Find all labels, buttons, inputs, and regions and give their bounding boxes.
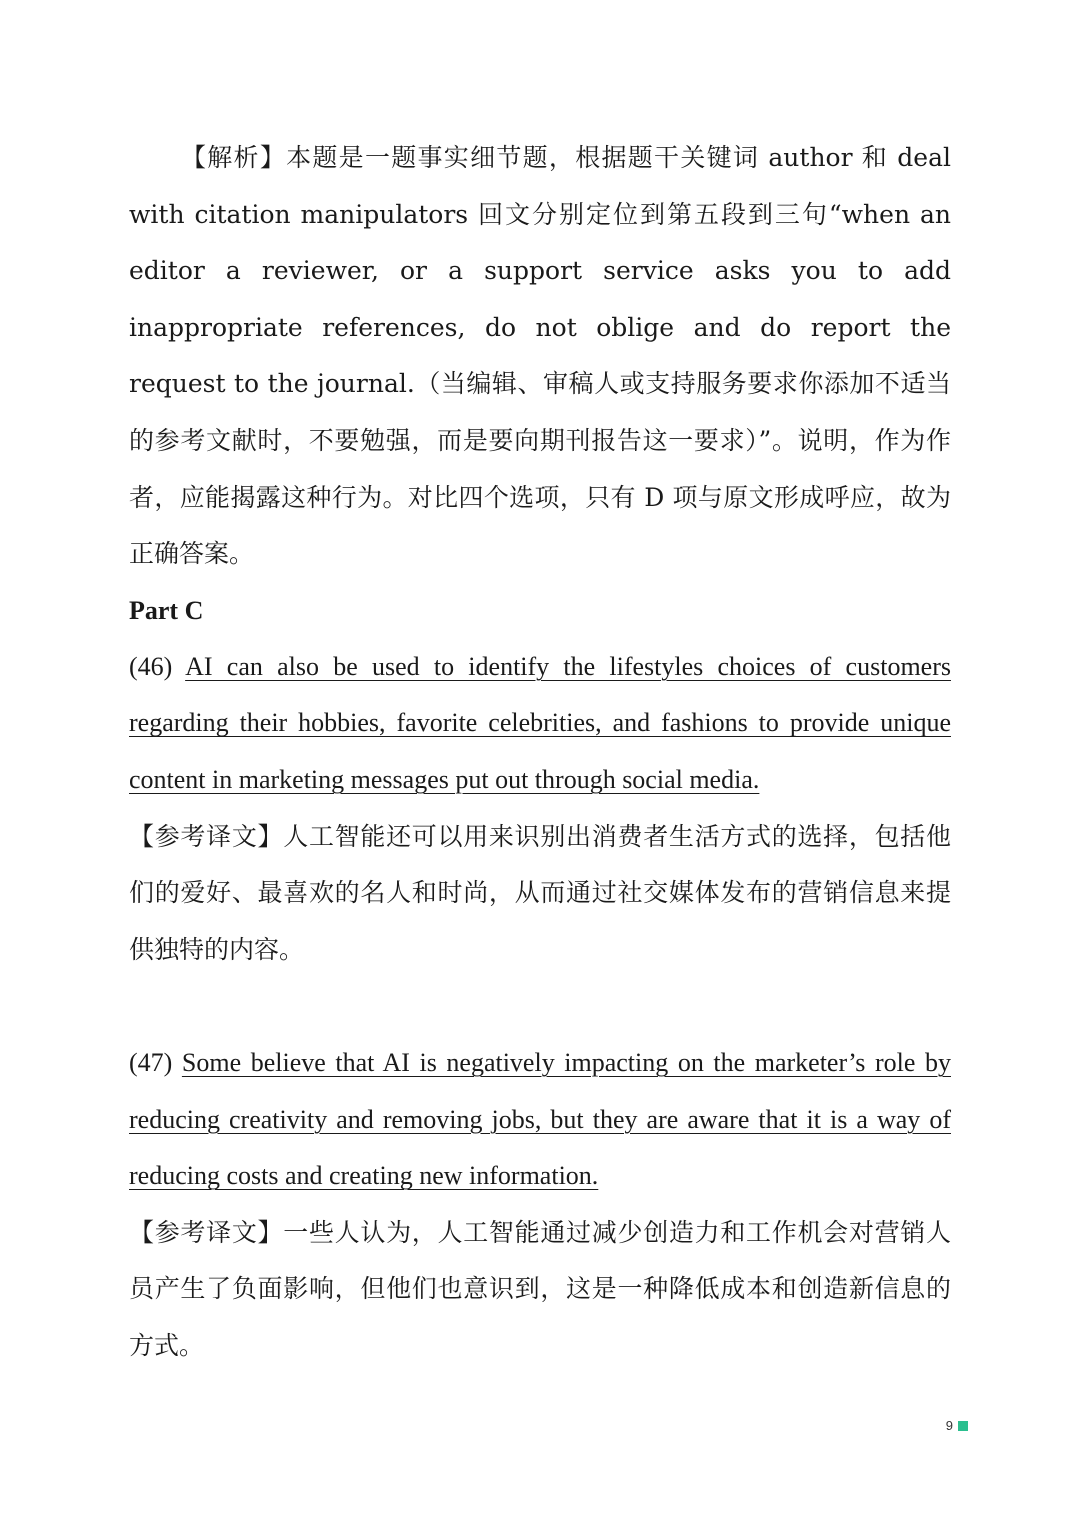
- footer-square-icon: [958, 1421, 968, 1431]
- question-47-number: (47): [129, 1047, 173, 1077]
- analysis-label: 【解析】: [181, 143, 287, 172]
- question-47-sentence: Some believe that AI is negatively impacting on the marketer’s role by reducing creativity and removing jobs, but they are aware that it is a way of reducing costs and creating new information.: [129, 1047, 951, 1191]
- question-46-sentence: AI can also be used to identify the lifestyles choices of customers regarding their hobbies, favorite celebrities, and fashions to provide unique content in marketing messages put out through social media.: [129, 651, 951, 794]
- translation-47-label: 【参考译文】: [129, 1217, 284, 1247]
- page-number: 9: [945, 1418, 953, 1433]
- analysis-paragraph: [129, 130, 951, 583]
- translation-46-label: 【参考译文】: [129, 821, 284, 851]
- question-47-paragraph: [129, 1035, 951, 1205]
- translation-46-text: 人工智能还可以用来识别出消费者生活方式的选择，包括他们的爱好、最喜欢的名人和时尚，从而通过社交媒体发布的营销信息来提供独特的内容。: [129, 821, 951, 964]
- translation-47-text: 一些人认为，人工智能通过减少创造力和工作机会对营销人员产生了负面影响，但他们也意识到，这是一种降低成本和创造新信息的方式。: [129, 1217, 951, 1360]
- document-page: [129, 130, 951, 1374]
- analysis-text: 本题是一题事实细节题，根据题干关键词 author 和 deal with citation manipulators 回文分别定位到第五段到三句“when an editor a reviewer, or a support service asks you to add inappropriate references, do not oblige and do report the request to the journal.（当编辑、审稿人或支持服务要求你添加不适当的参考文献时，不要勉强，而是要向期刊报告这一要求）”。说明，作为作者，应能揭露这种行为。对比四个选项，只有 D 项与原文形成呼应，故为正确答案。: [129, 143, 951, 569]
- section-heading: Part C: [129, 595, 204, 625]
- question-46-paragraph: [129, 639, 951, 809]
- page-footer: [946, 1418, 968, 1433]
- question-46-number: (46): [129, 651, 173, 681]
- blank-line: [129, 978, 951, 1035]
- translation-47-paragraph: [129, 1205, 951, 1375]
- translation-46-paragraph: [129, 809, 951, 979]
